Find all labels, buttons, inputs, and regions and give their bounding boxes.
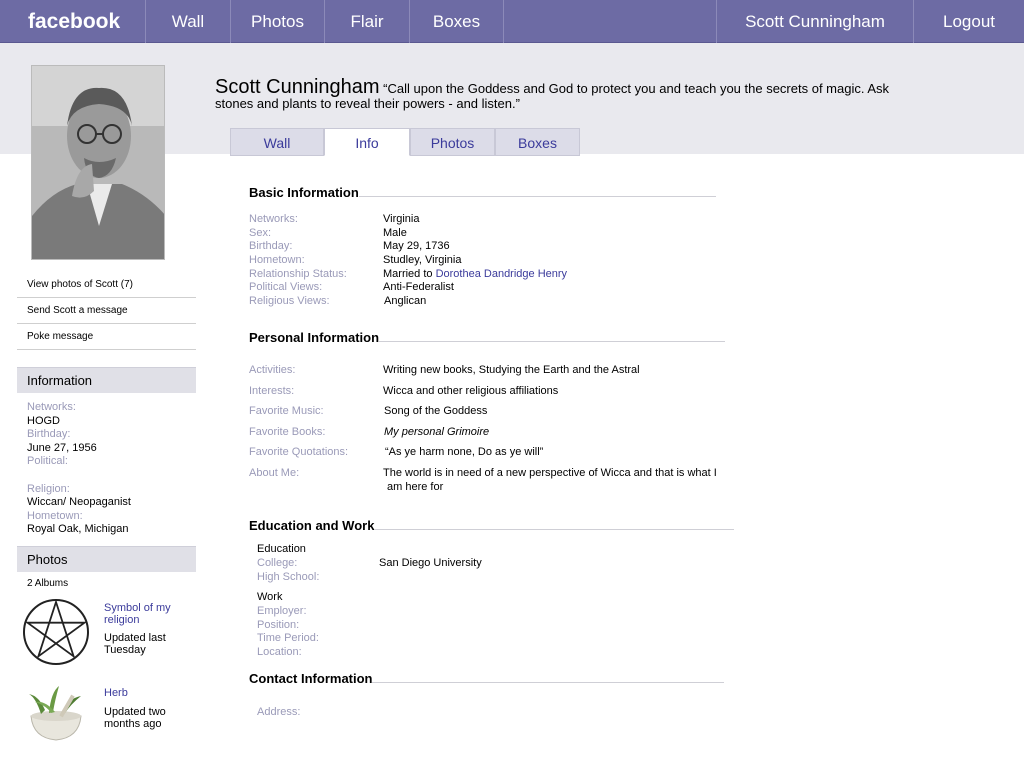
facebook-logo[interactable]: facebook — [0, 0, 146, 43]
information-heading: Information — [17, 367, 196, 393]
info-political-label: Political: — [27, 455, 68, 468]
info-networks-label: Networks: — [27, 401, 76, 413]
profile-photo[interactable] — [31, 65, 165, 260]
personal-activities-label: Activities: — [249, 364, 296, 376]
album-thumbnail-1[interactable] — [21, 597, 91, 667]
contact-divider — [372, 682, 724, 683]
basic-religious-value: Anglican — [384, 295, 427, 307]
info-networks-value: HOGD — [27, 414, 60, 427]
basic-info-title: Basic Information — [249, 185, 359, 200]
personal-books-label: Favorite Books: — [249, 426, 326, 438]
nav-user-name[interactable]: Scott Cunningham — [716, 0, 914, 43]
education-divider — [375, 529, 734, 530]
personal-info-title: Personal Information — [249, 330, 380, 345]
basic-networks-value: Virginia — [383, 213, 420, 225]
nav-wall[interactable]: Wall — [146, 0, 231, 43]
information-details — [27, 401, 131, 537]
personal-about-value: The world is in need of a new perspective of Wicca and that is what I — [383, 467, 717, 479]
basic-relationship-label: Relationship Status: — [249, 268, 347, 280]
profile-portrait-image — [32, 66, 165, 260]
nav-photos[interactable]: Photos — [231, 0, 325, 43]
personal-books-value: My personal Grimoire — [384, 426, 490, 438]
info-religion-value: Wiccan/ Neopaganist — [27, 496, 131, 509]
album-title-1[interactable]: Symbol of my religion — [104, 602, 171, 626]
tab-boxes[interactable]: Boxes — [495, 128, 580, 156]
education-heading: Education — [257, 543, 306, 555]
photos-heading: Photos — [17, 546, 196, 572]
top-navigation-bar — [0, 0, 1024, 43]
timeperiod-label: Time Period: — [257, 632, 319, 644]
send-message-link[interactable]: Send Scott a message — [17, 298, 196, 324]
personal-interests-value: Wicca and other religious affiliations — [383, 385, 559, 397]
profile-status: “Call upon the Goddess and God to protect you and teach you the secrets of magic. Ask stones and plants to reveal their powers - and listen.” — [215, 81, 890, 111]
profile-name-status — [215, 76, 895, 111]
basic-networks-label: Networks: — [249, 213, 298, 225]
college-label: College: — [257, 557, 298, 569]
personal-about-value-cont: am here for — [387, 481, 444, 493]
basic-info-divider — [359, 196, 716, 197]
basic-political-label: Political Views: — [249, 281, 323, 293]
herb-icon — [21, 680, 91, 750]
info-religion-label: Religion: — [27, 482, 70, 495]
pentagram-icon — [21, 597, 91, 667]
location-label: Location: — [257, 646, 302, 658]
basic-hometown-value: Studley, Virginia — [383, 254, 462, 266]
employer-label: Employer: — [257, 605, 307, 617]
spouse-link[interactable]: Dorothea Dandridge Henry — [435, 268, 568, 280]
info-hometown-label: Hometown: — [27, 509, 83, 522]
nav-logout[interactable]: Logout — [943, 12, 995, 31]
basic-political-value: Anti-Federalist — [383, 281, 454, 293]
personal-about-label: About Me: — [249, 467, 300, 479]
tab-wall[interactable]: Wall — [230, 128, 324, 156]
album-count: 2 Albums — [27, 578, 69, 589]
personal-quotations-value: “As ye harm none, Do as ye will” — [385, 446, 544, 458]
personal-quotations-label: Favorite Quotations: — [249, 446, 349, 458]
personal-activities-value: Writing new books, Studying the Earth and the Astral — [383, 364, 640, 376]
basic-relationship-value — [383, 268, 567, 280]
relationship-prefix: Married to — [383, 268, 436, 280]
tab-photos[interactable]: Photos — [410, 128, 495, 156]
personal-interests-label: Interests: — [249, 385, 295, 397]
personal-info-divider — [379, 341, 725, 342]
position-label: Position: — [257, 619, 300, 631]
personal-music-value: Song of the Goddess — [384, 405, 488, 417]
album-updated-1: Updated last Tuesday — [104, 632, 166, 656]
nav-flair[interactable]: Flair — [325, 0, 410, 43]
personal-music-label: Favorite Music: — [249, 405, 324, 417]
tab-info[interactable]: Info — [324, 128, 410, 156]
basic-sex-value: Male — [383, 227, 407, 239]
basic-birthday-label: Birthday: — [249, 240, 293, 252]
view-photos-link[interactable]: View photos of Scott (7) — [17, 272, 196, 298]
address-label: Address: — [257, 706, 301, 718]
info-hometown-value: Royal Oak, Michigan — [27, 523, 129, 536]
basic-religious-label: Religious Views: — [249, 295, 330, 307]
info-political-value — [27, 469, 131, 483]
college-value: San Diego University — [379, 557, 482, 569]
nav-boxes[interactable]: Boxes — [410, 0, 504, 43]
info-birthday-label: Birthday: — [27, 428, 71, 441]
basic-birthday-value: May 29, 1736 — [383, 240, 450, 252]
album-updated-2: Updated two months ago — [104, 706, 166, 730]
contact-title: Contact Information — [249, 671, 373, 686]
info-birthday-value: June 27, 1956 — [27, 441, 97, 454]
education-title: Education and Work — [249, 518, 375, 533]
basic-hometown-label: Hometown: — [249, 254, 305, 266]
highschool-label: High School: — [257, 571, 320, 583]
album-title-2[interactable]: Herb — [104, 687, 128, 699]
poke-link[interactable]: Poke message — [17, 324, 196, 350]
basic-sex-label: Sex: — [249, 227, 272, 239]
profile-name: Scott Cunningham — [215, 76, 380, 98]
work-heading: Work — [257, 591, 283, 603]
album-thumbnail-2[interactable] — [21, 680, 91, 750]
